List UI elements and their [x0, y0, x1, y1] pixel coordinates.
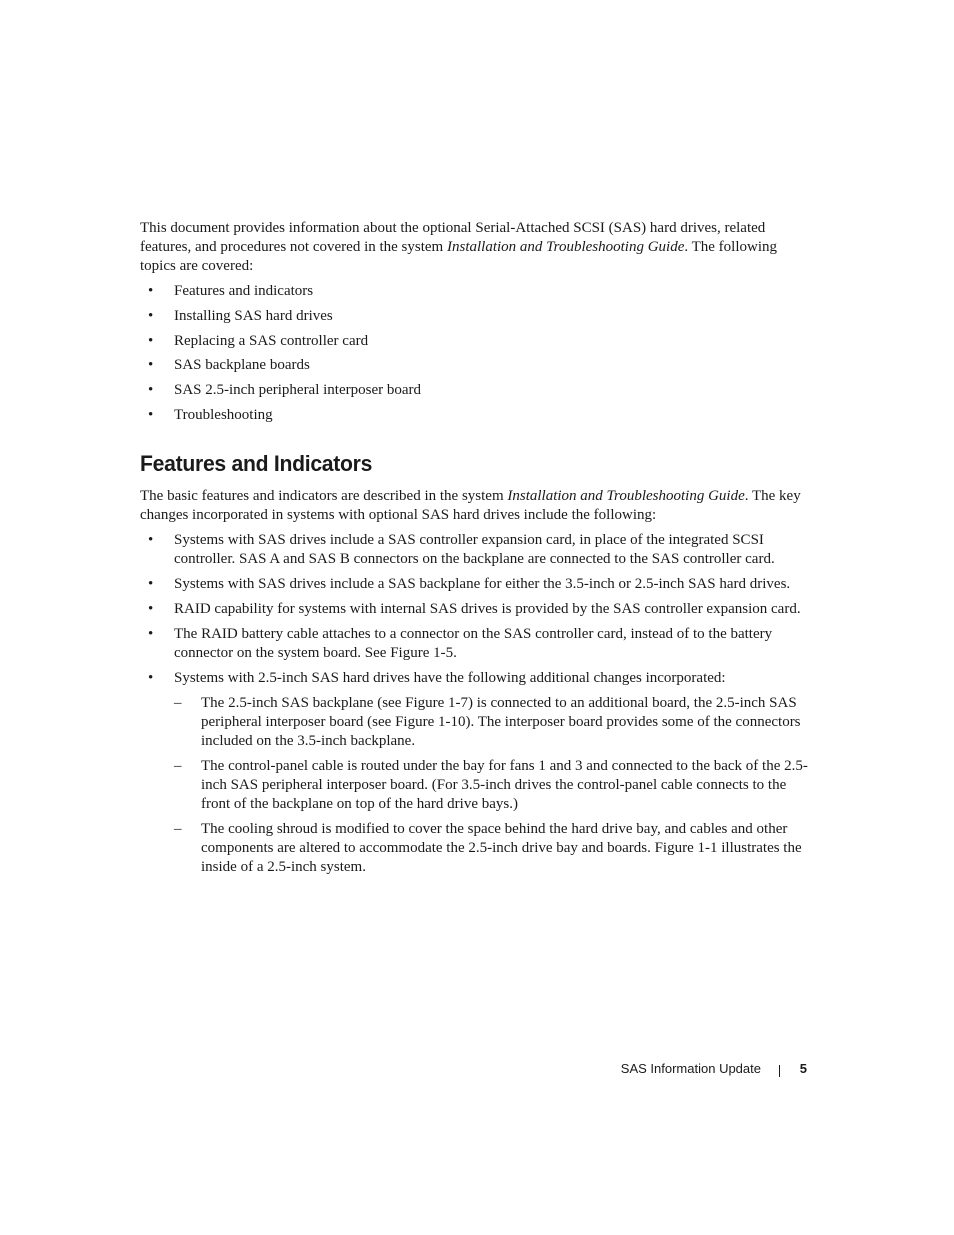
change-text: RAID capability for systems with internal SAS drives is provided by the SAS controller expansion card. [174, 600, 801, 617]
topic-label: SAS 2.5-inch peripheral interposer board [174, 382, 422, 399]
sub-change-item [174, 694, 816, 751]
change-item [140, 669, 816, 877]
document-page [140, 219, 816, 883]
sub-changes-list [174, 694, 816, 877]
section-intro [140, 487, 816, 525]
change-text: Systems with SAS drives include a SAS backplane for either the 3.5-inch or 2.5-inch SAS hard drives. [174, 575, 791, 592]
topic-item [140, 381, 816, 400]
topic-label: Features and indicators [174, 283, 314, 299]
bullet-icon: • [148, 406, 154, 423]
bullet-icon: • [148, 357, 154, 374]
sub-change-text: The control-panel cable is routed under the bay for fans 1 and 3 and connected to the back of the 2.5-inch SAS peripheral interposer board. (For 3.5-inch drives the control-panel cable connects to the front of the backplane on top of the hard drive bays.) [201, 757, 808, 812]
guide-title: Installation and Troubleshooting Guide [446, 239, 685, 255]
change-item [140, 625, 816, 663]
dash-icon: – [174, 757, 182, 774]
footer-title: SAS Information Update [620, 1061, 761, 1076]
dash-icon: – [174, 694, 182, 711]
page-number: 5 [799, 1061, 807, 1076]
topic-item [140, 332, 816, 351]
sub-change-text: The cooling shroud is modified to cover the space behind the hard drive bay, and cables and other components are altered to accommodate the 2.5-inch drive bay and boards. Figure 1-1 illustrates the inside of a 2.5-inch system. [201, 820, 802, 875]
change-item [140, 600, 816, 619]
intro-paragraph [140, 219, 816, 276]
sub-change-item [174, 757, 816, 814]
topic-list [140, 282, 816, 425]
topic-item [140, 356, 816, 375]
intro-text-end: . The following topics are covered: [140, 239, 777, 274]
change-text: The RAID battery cable attaches to a connector on the SAS controller card, instead of to the battery connector on the system board. See Figure 1-5. [174, 625, 773, 661]
bullet-icon: • [148, 625, 154, 642]
bullet-icon: • [148, 283, 154, 299]
section-heading: Features and Indicators [140, 450, 373, 476]
sub-change-text: The 2.5-inch SAS backplane (see Figure 1-7) is connected to an additional board, the 2.5-inch SAS peripheral interposer board (see Figure 1-10). The interposer board provides some of the connectors included on the 3.5-inch backplane. [201, 694, 801, 749]
bullet-icon: • [148, 307, 154, 324]
section-guide-title: Installation and Troubleshooting Guide [507, 487, 745, 504]
page-footer [560, 1061, 810, 1081]
topic-label: Installing SAS hard drives [174, 307, 333, 324]
topic-item [140, 406, 816, 425]
section-intro-text-end: . The key changes incorporated in systems with optional SAS hard drives include the following: [140, 487, 801, 523]
footer-divider [779, 1065, 780, 1077]
bullet-icon: • [148, 600, 154, 617]
dash-icon: – [174, 820, 182, 837]
change-text: Systems with 2.5-inch SAS hard drives have the following additional changes incorporated: [174, 669, 726, 686]
change-item [140, 531, 816, 569]
section-intro-text: The basic features and indicators are described in the system [140, 487, 508, 504]
topic-label: Troubleshooting [174, 406, 273, 423]
change-item [140, 575, 816, 594]
bullet-icon: • [148, 382, 154, 399]
bullet-icon: • [148, 332, 154, 349]
topic-item [140, 307, 816, 326]
topic-label: SAS backplane boards [174, 357, 310, 374]
bullet-icon: • [148, 575, 154, 592]
topic-label: Replacing a SAS controller card [174, 332, 369, 349]
topic-item [140, 282, 816, 301]
bullet-icon: • [148, 531, 154, 548]
sub-change-item [174, 820, 816, 877]
intro-text: This document provides information about the optional Serial-Attached SCSI (SAS) hard drives, related features, and procedures not covered in the system [140, 220, 766, 255]
change-text: Systems with SAS drives include a SAS controller expansion card, in place of the integrated SCSI controller. SAS A and SAS B connectors on the backplane are connected to the SAS controller card. [174, 531, 775, 567]
changes-list [140, 531, 816, 877]
bullet-icon: • [148, 669, 154, 686]
